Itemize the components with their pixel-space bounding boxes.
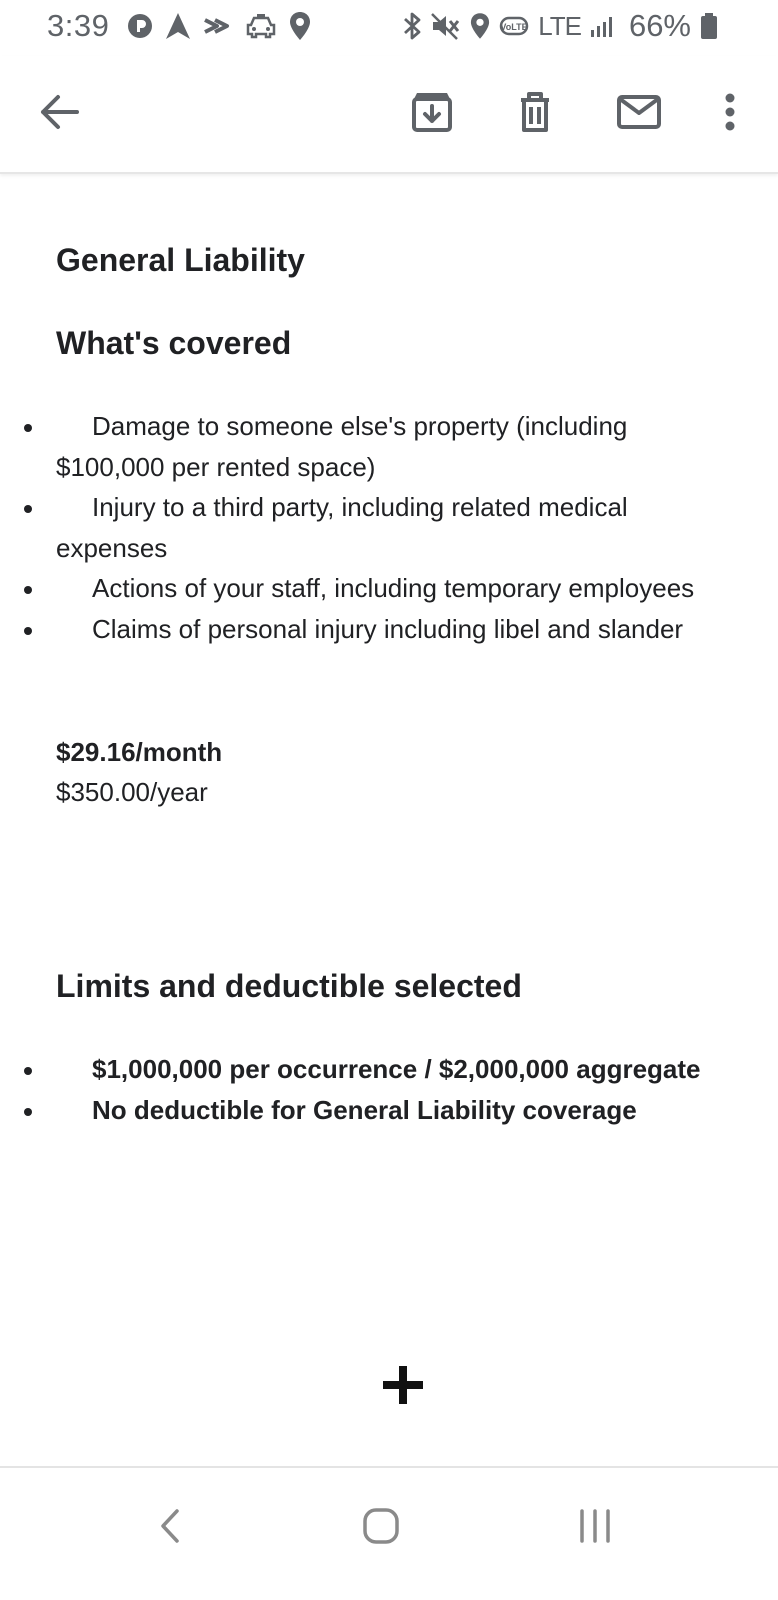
nav-recents-button[interactable] bbox=[563, 1494, 627, 1558]
more-options-button[interactable] bbox=[698, 80, 762, 144]
covered-title: What's covered bbox=[56, 325, 292, 361]
location-pin-icon bbox=[470, 12, 490, 40]
delete-icon bbox=[515, 90, 555, 134]
price-block bbox=[56, 732, 736, 812]
signal-icon bbox=[590, 14, 616, 38]
bullet-icon bbox=[24, 424, 32, 432]
limits-list bbox=[56, 1049, 736, 1130]
bullet-icon bbox=[24, 1108, 32, 1116]
nav-back-button[interactable] bbox=[138, 1494, 202, 1558]
list-item bbox=[56, 1090, 736, 1131]
mail-icon bbox=[616, 94, 662, 130]
navigation-arrow-icon bbox=[165, 12, 191, 40]
list-item bbox=[56, 609, 736, 650]
nav-back-icon bbox=[158, 1508, 182, 1544]
network-type: LTE bbox=[538, 10, 581, 41]
battery-percentage: 66% bbox=[628, 8, 691, 43]
list-item-text: $1,000,000 per occurrence / $2,000,000 aggregate bbox=[92, 1054, 701, 1084]
back-arrow-icon bbox=[39, 94, 79, 130]
svg-text:VoLTE: VoLTE bbox=[500, 22, 528, 32]
bullet-icon bbox=[24, 1067, 32, 1075]
status-right bbox=[402, 8, 718, 44]
list-item-text: Injury to a third party, including related medical expenses bbox=[56, 492, 628, 563]
covered-list bbox=[56, 406, 736, 649]
status-bar bbox=[0, 0, 778, 56]
page-title: General Liability bbox=[56, 242, 305, 278]
status-left bbox=[47, 8, 311, 44]
volte-icon bbox=[499, 13, 529, 39]
email-body bbox=[56, 240, 736, 1130]
sprint-icon bbox=[203, 16, 233, 36]
limits-title: Limits and deductible selected bbox=[56, 968, 522, 1004]
mark-unread-button[interactable] bbox=[607, 80, 671, 144]
battery-icon bbox=[700, 12, 718, 40]
location-pin-icon bbox=[289, 11, 311, 41]
back-button[interactable] bbox=[27, 80, 91, 144]
status-time: 3:39 bbox=[47, 8, 110, 43]
nav-recents-icon bbox=[578, 1509, 612, 1543]
bullet-icon bbox=[24, 627, 32, 635]
list-item bbox=[56, 487, 736, 568]
price-month: $29.16/month bbox=[56, 737, 223, 767]
bluetooth-icon bbox=[402, 12, 422, 40]
archive-icon bbox=[410, 90, 454, 134]
delete-button[interactable] bbox=[503, 80, 567, 144]
nav-home-icon bbox=[362, 1507, 400, 1545]
list-item-text: Claims of personal injury including libel and slander bbox=[92, 613, 684, 644]
list-item bbox=[56, 1049, 736, 1090]
list-item bbox=[56, 568, 736, 609]
app-bar bbox=[0, 56, 778, 174]
pandora-icon bbox=[127, 13, 153, 39]
list-item bbox=[56, 406, 736, 487]
archive-button[interactable] bbox=[400, 80, 464, 144]
list-item-text: No deductible for General Liability coverage bbox=[92, 1094, 637, 1125]
mute-icon bbox=[431, 12, 461, 40]
more-vert-icon bbox=[724, 92, 736, 132]
car-icon bbox=[245, 13, 277, 39]
bullet-icon bbox=[24, 505, 32, 513]
bullet-icon bbox=[24, 586, 32, 594]
navigation-bar bbox=[0, 1466, 778, 1600]
price-year: $350.00/year bbox=[56, 777, 208, 807]
list-item-text: Actions of your staff, including temporary employees bbox=[92, 573, 695, 603]
plus-icon bbox=[383, 1366, 423, 1404]
nav-home-button[interactable] bbox=[349, 1494, 413, 1558]
list-item-text: Damage to someone else's property (including $100,000 per rented space) bbox=[56, 411, 628, 482]
